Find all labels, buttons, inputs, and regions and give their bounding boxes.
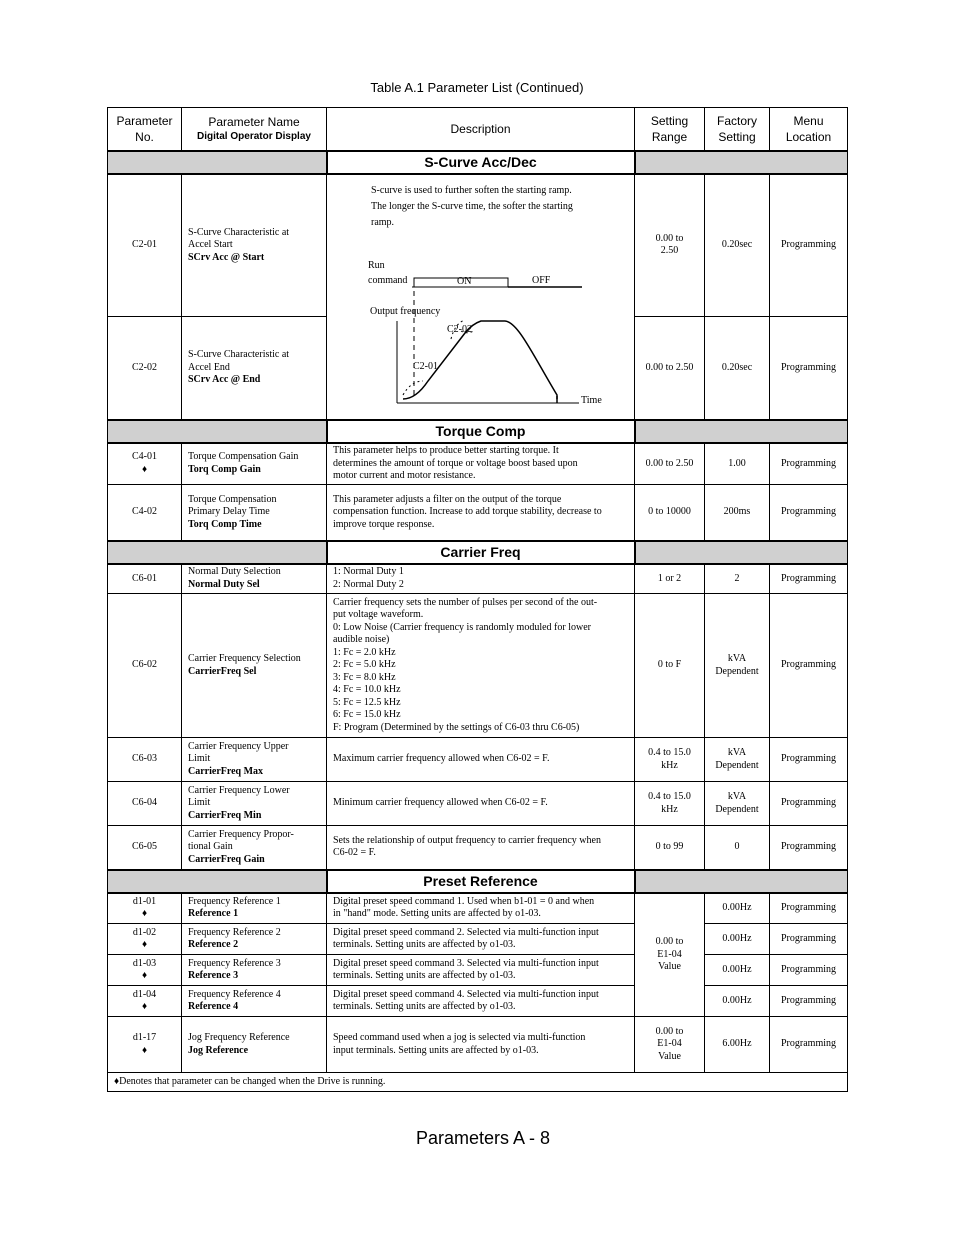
parameter-table [107, 107, 848, 1092]
description: Digital preset speed command 4. Selected via multi-function input terminals. Setting units are affected by o1-03. [327, 986, 635, 1017]
table-row [108, 924, 848, 955]
description: 1: Normal Duty 1 2: Normal Duty 2 [327, 564, 635, 594]
on-label: ON [457, 275, 472, 287]
param-name: Frequency Reference 4 Reference 4 [182, 986, 327, 1017]
header-row [108, 108, 848, 151]
table-row [108, 738, 848, 782]
menu-location: Programming [770, 738, 848, 782]
run-changeable-icon: ♦ [141, 970, 148, 981]
header-param-name: Parameter Name Digital Operator Display [182, 108, 327, 151]
section-title-preset: Preset Reference [327, 870, 635, 893]
factory-setting: 0.00Hz [705, 924, 770, 955]
menu-location: Programming [770, 485, 848, 541]
menu-location: Programming [770, 826, 848, 870]
scurve-line [403, 321, 557, 399]
setting-range: 0 to 99 [635, 826, 705, 870]
description: Digital preset speed command 2. Selected via multi-function input terminals. Setting units are affected by o1-03. [327, 924, 635, 955]
table-row [108, 485, 848, 541]
param-name: S-Curve Characteristic at Accel End SCrv Acc @ End [182, 317, 327, 420]
param-no: C4-01 ♦ [108, 443, 182, 485]
param-no: C6-05 [108, 826, 182, 870]
setting-range: 0.00 to E1-04 Value [635, 1017, 705, 1073]
param-no: C6-01 [108, 564, 182, 594]
param-no: C6-02 [108, 594, 182, 738]
param-no: C2-02 [108, 317, 182, 420]
table-row [108, 174, 848, 317]
footnote: ♦Denotes that parameter can be changed when the Drive is running. [108, 1073, 848, 1092]
description: Carrier frequency sets the number of pulses per second of the out- put voltage waveform. 0: Low Noise (Carrier frequency is randomly moduled for lower audible noise) 1: Fc = 2.0 kHz 2: Fc = 5.0 kHz 3: Fc = 8.0 kHz 4: Fc = 10.0 kHz 5: Fc = 12.5 kHz 6: Fc = 15.0 kHz F: Program (Determined by the settings of C6-03 thru C6-05) [327, 594, 635, 738]
diagram-text-2: The longer the S-curve time, the softer the starting [371, 200, 573, 212]
factory-setting: 0.00Hz [705, 893, 770, 924]
setting-range: 0.4 to 15.0 kHz [635, 782, 705, 826]
table-row [108, 782, 848, 826]
param-name: Torque Compensation Gain Torq Comp Gain [182, 443, 327, 485]
menu-location: Programming [770, 986, 848, 1017]
table-row [108, 826, 848, 870]
menu-location: Programming [770, 174, 848, 317]
description: Digital preset speed command 1. Used when b1-01 = 0 and when in "hand" mode. Setting units are affected by o1-03. [327, 893, 635, 924]
header-factory-setting: Factory Setting [705, 108, 770, 151]
menu-location: Programming [770, 782, 848, 826]
diagram-text-1: S-curve is used to further soften the starting ramp. [371, 184, 572, 196]
header-menu-location: Menu Location [770, 108, 848, 151]
factory-setting: 0.00Hz [705, 986, 770, 1017]
description: Minimum carrier frequency allowed when C6-02 = F. [327, 782, 635, 826]
description: Speed command used when a jog is selected via multi-function input terminals. Setting units are affected by o1-03. [327, 1017, 635, 1073]
table-row [108, 955, 848, 986]
run-changeable-icon: ♦ [141, 463, 148, 475]
run-label-1: Run [368, 259, 385, 271]
param-no: C6-04 [108, 782, 182, 826]
c201-dashed [403, 381, 423, 395]
param-name: Torque Compensation Primary Delay Time Torq Comp Time [182, 485, 327, 541]
factory-setting: 0.20sec [705, 174, 770, 317]
run-label-2: command [368, 274, 408, 286]
setting-range: 0.00 to 2.50 [635, 317, 705, 420]
param-name: Frequency Reference 1 Reference 1 [182, 893, 327, 924]
description: This parameter adjusts a filter on the output of the torque compensation function. Increase to add torque stability, decrease to improve torque response. [327, 485, 635, 541]
description: Sets the relationship of output frequency to carrier frequency when C6-02 = F. [327, 826, 635, 870]
factory-setting: 0.00Hz [705, 955, 770, 986]
section-row [108, 420, 848, 443]
section-title-carrier: Carrier Freq [327, 541, 635, 564]
diagram-text-3: ramp. [371, 216, 395, 228]
section-row [108, 870, 848, 893]
setting-range: 0 to F [635, 594, 705, 738]
menu-location: Programming [770, 955, 848, 986]
param-no: d1-04 ♦ [108, 986, 182, 1017]
param-name: Frequency Reference 2 Reference 2 [182, 924, 327, 955]
run-changeable-icon: ♦ [141, 908, 148, 920]
time-label: Time [581, 394, 602, 406]
description: This parameter helps to produce better starting torque. It determines the amount of torque or voltage boost based upon motor current and motor resistance. [327, 443, 635, 485]
menu-location: Programming [770, 594, 848, 738]
factory-setting: 0 [705, 826, 770, 870]
scurve-diagram-cell [327, 174, 635, 420]
menu-location: Programming [770, 317, 848, 420]
run-changeable-icon: ♦ [141, 1001, 148, 1012]
page-footer: Parameters A - 8 [416, 1128, 551, 1148]
run-changeable-icon: ♦ [141, 1044, 148, 1056]
off-label: OFF [532, 274, 551, 286]
table-row [108, 893, 848, 924]
param-name: S-Curve Characteristic at Accel Start SCrv Acc @ Start [182, 174, 327, 317]
description: Maximum carrier frequency allowed when C6-02 = F. [327, 738, 635, 782]
factory-setting: kVA Dependent [705, 738, 770, 782]
description: Digital preset speed command 3. Selected via multi-function input terminals. Setting units are affected by o1-03. [327, 955, 635, 986]
param-no: d1-03 ♦ [108, 955, 182, 986]
menu-location: Programming [770, 1017, 848, 1073]
header-setting-range: Setting Range [635, 108, 705, 151]
setting-range: 0.4 to 15.0 kHz [635, 738, 705, 782]
header-param-no: Parameter No. [108, 108, 182, 151]
factory-setting: kVA Dependent [705, 782, 770, 826]
param-no: d1-17 ♦ [108, 1017, 182, 1073]
scurve-diagram [333, 175, 641, 419]
param-no: d1-01 ♦ [108, 893, 182, 924]
table-row [108, 443, 848, 485]
factory-setting: 2 [705, 564, 770, 594]
param-name: Frequency Reference 3 Reference 3 [182, 955, 327, 986]
section-row [108, 541, 848, 564]
menu-location: Programming [770, 443, 848, 485]
setting-range: 0.00 to 2.50 [635, 174, 705, 317]
c201-label: C2-01 [413, 360, 438, 372]
param-name: Carrier Frequency Lower Limit CarrierFreq Min [182, 782, 327, 826]
factory-setting: 6.00Hz [705, 1017, 770, 1073]
factory-setting: 1.00 [705, 443, 770, 485]
param-name: Carrier Frequency Selection CarrierFreq Sel [182, 594, 327, 738]
setting-range: 0 to 10000 [635, 485, 705, 541]
table-row [108, 986, 848, 1017]
param-no: C4-02 [108, 485, 182, 541]
param-name: Carrier Frequency Upper Limit CarrierFreq Max [182, 738, 327, 782]
run-changeable-icon: ♦ [141, 939, 148, 950]
param-no: d1-02 ♦ [108, 924, 182, 955]
footnote-row [108, 1073, 848, 1092]
param-no: C6-03 [108, 738, 182, 782]
section-title-scurve: S-Curve Acc/Dec [327, 151, 635, 174]
output-frequency-label: Output frequency [370, 305, 441, 317]
table-row [108, 1017, 848, 1073]
menu-location: Programming [770, 924, 848, 955]
param-name: Jog Frequency Reference Jog Reference [182, 1017, 327, 1073]
setting-range: 1 or 2 [635, 564, 705, 594]
table-row [108, 564, 848, 594]
setting-range: 0.00 to 2.50 [635, 443, 705, 485]
factory-setting: kVA Dependent [705, 594, 770, 738]
param-name: Normal Duty Selection Normal Duty Sel [182, 564, 327, 594]
section-row [108, 151, 848, 174]
table-row [108, 594, 848, 738]
section-title-torque: Torque Comp [327, 420, 635, 443]
menu-location: Programming [770, 564, 848, 594]
setting-range: 0.00 to E1-04 Value [635, 893, 705, 1017]
factory-setting: 0.20sec [705, 317, 770, 420]
menu-location: Programming [770, 893, 848, 924]
table-caption: Table A.1 Parameter List (Continued) [370, 80, 584, 95]
factory-setting: 200ms [705, 485, 770, 541]
c202-label: C2-02 [447, 323, 472, 335]
param-no: C2-01 [108, 174, 182, 317]
param-name: Carrier Frequency Propor- tional Gain CarrierFreq Gain [182, 826, 327, 870]
header-description: Description [327, 108, 635, 151]
